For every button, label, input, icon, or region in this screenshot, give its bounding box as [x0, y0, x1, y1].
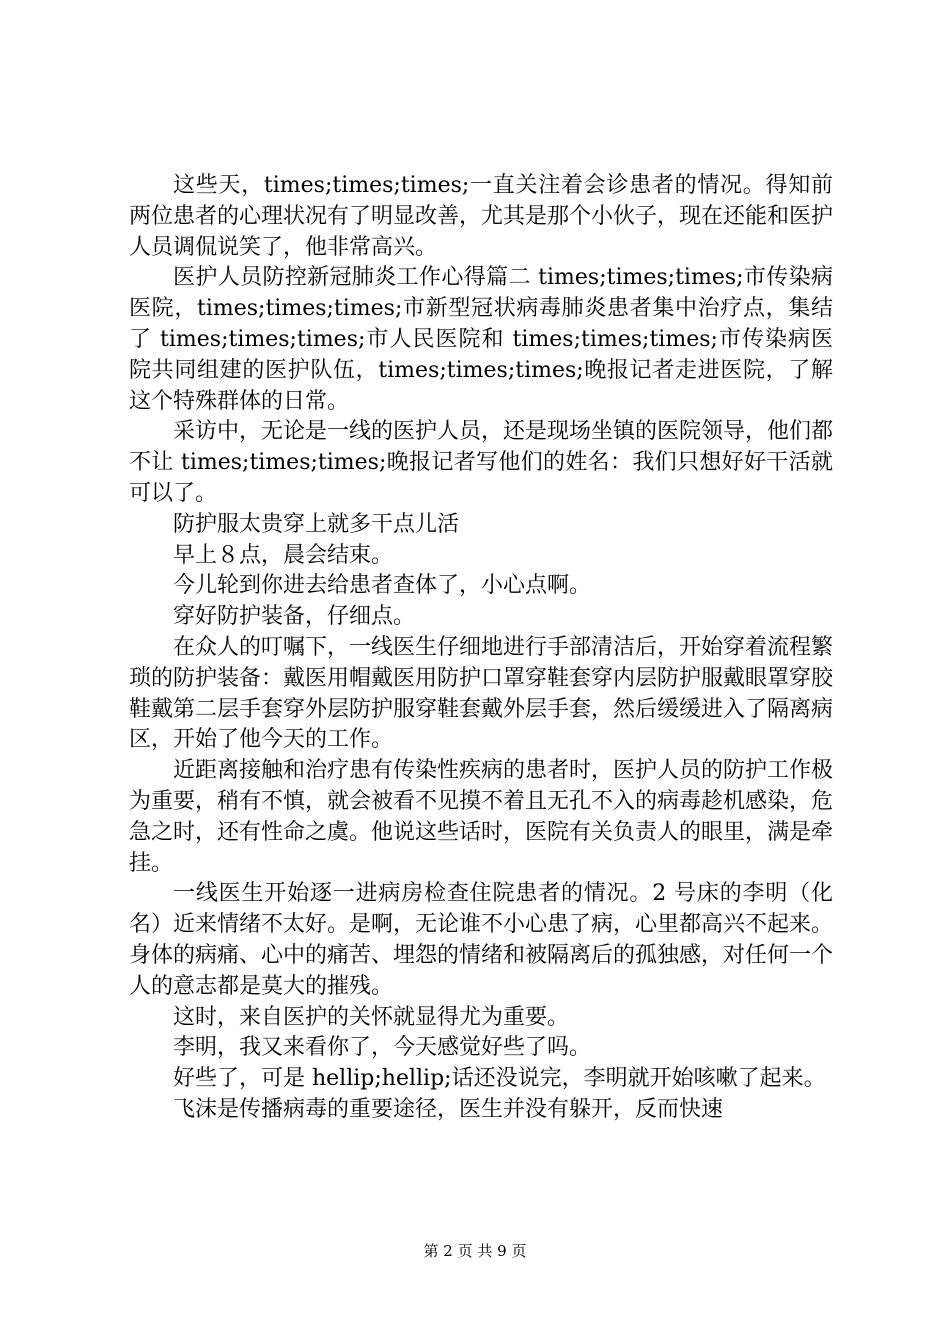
document-body [129, 171, 833, 1126]
section-heading: 防护服太贵穿上就多干点儿活 [173, 511, 460, 537]
paragraph: 一线医生开始逐一进病房检查住院患者的情况。2 号床的李明（化名）近来情绪不太好。是啊，无论谁不小心患了病，心里都高兴不起来。身体的病痛、心中的痛苦、埋怨的情绪和被隔离后的孤独感，对任何一个人的意志都是莫大的摧残。 [129, 881, 834, 999]
paragraph: 穿好防护装备，仔细点。 [173, 604, 416, 630]
paragraph: 医护人员防控新冠肺炎工作心得篇二 times;times;times;市传染病医院，times;times;times;市新型冠状病毒肺炎患者集中治疗点，集结了 times;times;times;市人民医院和 times;times;times;市传染病医院共同组建的医护队伍，times;times;times;晚报记者走进医院，了解这个特殊群体的日常。 [129, 265, 833, 414]
paragraph: 今儿轮到你进去给患者查体了，小心点啊。 [173, 573, 592, 599]
page-number-footer: 第 2 页 共 9 页 [423, 1242, 527, 1260]
paragraph: 这些天，times;times;times;一直关注着会诊患者的情况。得知前两位患者的心理状况有了明显改善，尤其是那个小伙子，现在还能和医护人员调侃说笑了，他非常高兴。 [129, 173, 834, 260]
paragraph: 飞沫是传播病毒的重要途径，医生并没有躲开，反而快速 [173, 1096, 724, 1122]
paragraph: 李明，我又来看你了，今天感觉好些了吗。 [173, 1035, 592, 1061]
paragraph: 近距离接触和治疗患有传染性疾病的患者时，医护人员的防护工作极为重要，稍有不慎，就会被看不见摸不着且无孔不入的病毒趁机感染，危急之时，还有性命之虞。他说这些话时，医院有关负责人的眼里，满是牵挂。 [129, 758, 834, 876]
paragraph: 早上８点，晨会结束。 [173, 542, 394, 568]
paragraph: 在众人的叮嘱下，一线医生仔细地进行手部清洁后，开始穿着流程繁琐的防护装备：戴医用帽戴医用防护口罩穿鞋套穿内层防护服戴眼罩穿胶鞋戴第二层手套穿外层防护服穿鞋套戴外层手套，然后缓缓进入了隔离病区，开始了他今天的工作。 [129, 634, 834, 753]
paragraph: 采访中，无论是一线的医护人员，还是现场坐镇的医院领导，他们都不让 times;times;times;晚报记者写他们的姓名：我们只想好好干活就可以了。 [129, 419, 834, 506]
paragraph: 好些了，可是 hellip;hellip;话还没说完，李明就开始咳嗽了起来。 [173, 1066, 826, 1092]
paragraph: 这时，来自医护的关怀就显得尤为重要。 [173, 1004, 570, 1030]
